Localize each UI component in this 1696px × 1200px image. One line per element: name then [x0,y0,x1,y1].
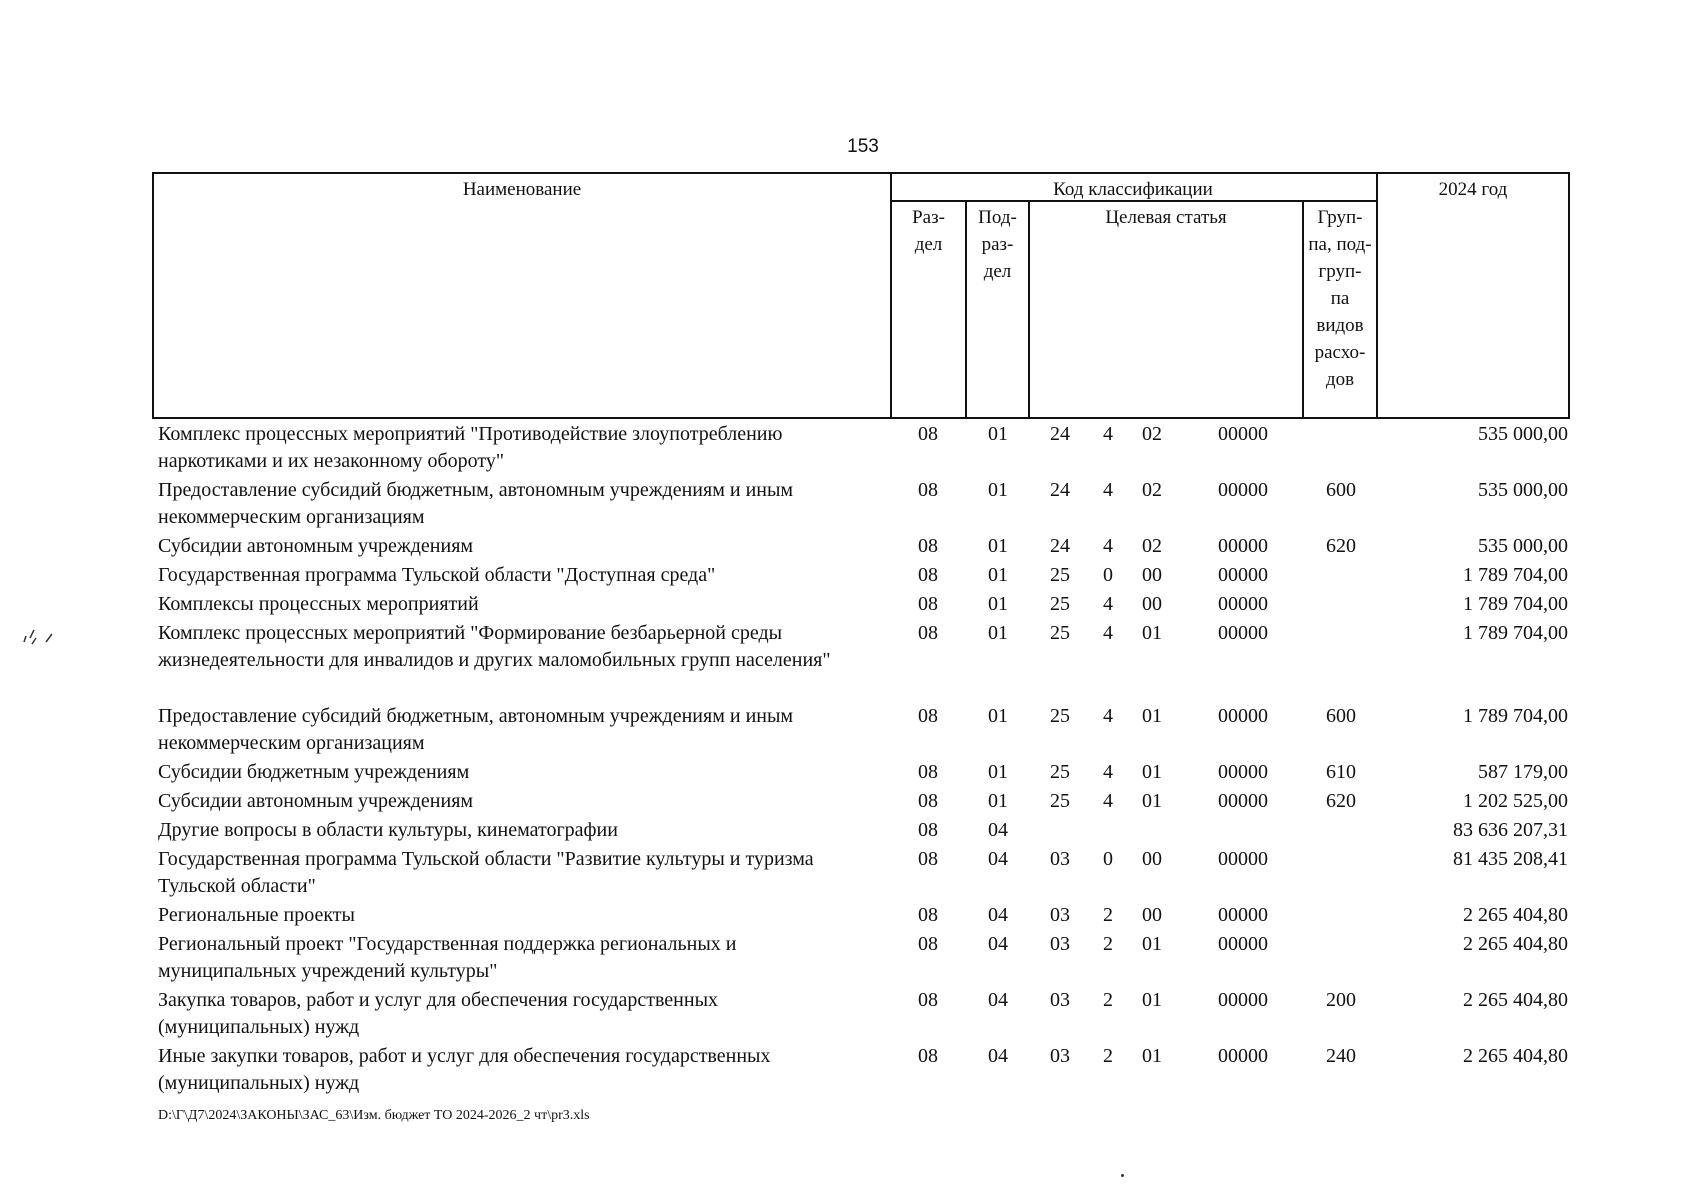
cell-t1: 25 [1050,705,1070,727]
cell-pr: 01 [988,564,1008,586]
table-row [0,618,1696,701]
row-name [158,1041,898,1097]
row-name-line: Закупка товаров, работ и услуг для обеспечения государственных [158,989,719,1011]
header-subsection-line: дел [983,261,1012,282]
row-name-line: Субсидии автономным учреждениям [158,535,474,557]
cell-t1: 03 [1050,1045,1070,1067]
cell-t4: 00000 [1218,904,1268,926]
cell-sum: 587 179,00 [1478,761,1568,783]
table-row [0,419,1696,475]
cell-t4: 00000 [1218,593,1268,615]
cell-t2: 4 [1103,593,1113,615]
row-name [158,757,898,786]
row-name-line: жизнедеятельности для инвалидов и других маломобильных групп населения" [158,649,831,671]
cell-t4: 00000 [1218,535,1268,557]
cell-pr: 01 [988,593,1008,615]
cell-t3: 01 [1142,705,1162,727]
cell-t4: 00000 [1218,564,1268,586]
cell-t2: 4 [1103,535,1113,557]
cell-rz: 08 [918,593,938,615]
cell-t3: 01 [1142,622,1162,644]
row-name-line: Региональные проекты [158,904,355,926]
table-body [0,419,1696,1097]
table-row [0,475,1696,531]
cell-rz: 08 [918,564,938,586]
cell-t1: 25 [1050,790,1070,812]
cell-sum: 1 789 704,00 [1463,593,1568,615]
cell-t3: 00 [1142,564,1162,586]
cell-rz: 08 [918,989,938,1011]
header-group-line: па, под- [1308,234,1372,255]
row-name-line: Предоставление субсидий бюджетным, автономным учреждениям и иным [158,705,794,727]
cell-pr: 01 [988,790,1008,812]
cell-rz: 08 [918,761,938,783]
cell-t3: 00 [1142,848,1162,870]
table-row [0,757,1696,786]
header-section-line: Раз- [912,207,945,228]
cell-pr: 01 [988,705,1008,727]
scribble-mark [22,628,62,652]
row-name-line: Государственная программа Тульской области "Развитие культуры и туризма [158,848,814,870]
row-name [158,900,898,929]
header-group-line: расхо- [1314,342,1366,363]
table-row [0,701,1696,757]
cell-sum: 2 265 404,80 [1463,933,1568,955]
cell-t4: 00000 [1218,761,1268,783]
cell-pr: 04 [988,933,1008,955]
cell-sum: 535 000,00 [1478,423,1568,445]
page-number: 153 [847,136,879,157]
header-section-line: дел [914,234,943,255]
divider [1376,174,1378,417]
cell-t3: 01 [1142,933,1162,955]
cell-sum: 535 000,00 [1478,535,1568,557]
cell-t4: 00000 [1218,989,1268,1011]
cell-sum: 1 789 704,00 [1463,705,1568,727]
cell-sum: 1 789 704,00 [1463,564,1568,586]
cell-t4: 00000 [1218,933,1268,955]
cell-t2: 4 [1103,622,1113,644]
row-name [158,786,898,815]
row-name-line: Региональный проект "Государственная поддержка региональных и [158,933,737,955]
cell-sum: 2 265 404,80 [1463,1045,1568,1067]
cell-t1: 03 [1050,989,1070,1011]
cell-t3: 02 [1142,423,1162,445]
cell-vr: 600 [1326,705,1356,727]
row-name-line: Тульской области" [158,875,316,897]
cell-rz: 08 [918,705,938,727]
row-name-line: некоммерческим организациям [158,732,425,754]
table-row [0,985,1696,1041]
header-group-line: Груп- [1317,207,1363,228]
cell-sum: 83 636 207,31 [1453,819,1568,841]
row-name-line: муниципальных учреждений культуры" [158,960,498,982]
header-classification: Код классификации [1053,179,1213,200]
row-name [158,815,898,844]
cell-vr: 620 [1326,535,1356,557]
table-row [0,531,1696,560]
cell-t2: 2 [1103,989,1113,1011]
cell-rz: 08 [918,790,938,812]
cell-t2: 2 [1103,904,1113,926]
cell-t3: 00 [1142,904,1162,926]
cell-t2: 4 [1103,761,1113,783]
table-row [0,900,1696,929]
cell-t1: 25 [1050,564,1070,586]
header-group-line: па [1330,288,1350,309]
cell-t4: 00000 [1218,705,1268,727]
row-name-line: Государственная программа Тульской области "Доступная среда" [158,564,716,586]
cell-pr: 01 [988,535,1008,557]
cell-t1: 03 [1050,933,1070,955]
cell-sum: 1 202 525,00 [1463,790,1568,812]
row-name-line: (муниципальных) нужд [158,1072,360,1094]
cell-sum: 2 265 404,80 [1463,989,1568,1011]
row-name [158,589,898,618]
cell-t2: 0 [1103,564,1113,586]
row-name-line: Предоставление субсидий бюджетным, автономным учреждениям и иным [158,479,794,501]
header-year: 2024 год [1438,179,1508,200]
cell-t4: 00000 [1218,1045,1268,1067]
stray-dot [1121,1174,1124,1177]
cell-t2: 2 [1103,1045,1113,1067]
cell-rz: 08 [918,848,938,870]
header-group-line: груп- [1318,261,1362,282]
cell-t1: 25 [1050,761,1070,783]
row-name [158,419,898,475]
cell-t2: 2 [1103,933,1113,955]
cell-t1: 24 [1050,423,1070,445]
cell-t1: 03 [1050,848,1070,870]
table-row [0,929,1696,985]
cell-t4: 00000 [1218,848,1268,870]
cell-t4: 00000 [1218,423,1268,445]
table-row [0,815,1696,844]
row-name [158,560,898,589]
cell-rz: 08 [918,479,938,501]
row-name-line [158,674,898,701]
cell-t4: 00000 [1218,479,1268,501]
cell-t1: 24 [1050,535,1070,557]
cell-pr: 01 [988,479,1008,501]
cell-t3: 02 [1142,479,1162,501]
cell-pr: 01 [988,622,1008,644]
cell-pr: 04 [988,904,1008,926]
table-header [152,172,1570,419]
header-subsection [967,204,1028,285]
cell-sum: 1 789 704,00 [1463,622,1568,644]
table-row [0,844,1696,900]
cell-pr: 04 [988,819,1008,841]
cell-t2: 4 [1103,705,1113,727]
cell-t3: 01 [1142,761,1162,783]
header-subsection-line: Под- [978,207,1017,228]
cell-t4: 00000 [1218,622,1268,644]
cell-t3: 02 [1142,535,1162,557]
row-name-line: наркотиками и их незаконному обороту" [158,450,505,472]
header-group-line: дов [1325,369,1355,390]
cell-rz: 08 [918,933,938,955]
cell-t2: 4 [1103,479,1113,501]
cell-t1: 03 [1050,904,1070,926]
row-name-line: Иные закупки товаров, работ и услуг для обеспечения государственных [158,1045,771,1067]
cell-rz: 08 [918,535,938,557]
table-row [0,589,1696,618]
cell-rz: 08 [918,1045,938,1067]
cell-sum: 81 435 208,41 [1453,848,1568,870]
header-section [892,204,965,258]
header-name: Наименование [462,179,582,200]
row-name-line: Комплекс процессных мероприятий "Противодействие злоупотреблению [158,423,783,445]
cell-t2: 4 [1103,423,1113,445]
cell-t2: 0 [1103,848,1113,870]
cell-t3: 01 [1142,1045,1162,1067]
cell-t3: 00 [1142,593,1162,615]
row-name [158,618,898,701]
cell-t1: 25 [1050,622,1070,644]
file-path: D:\Г\Д7\2024\ЗАКОНЫ\ЗАС_63\Изм. бюджет ТО 2024-2026_2 чт\pr3.xls [158,1108,590,1123]
cell-rz: 08 [918,622,938,644]
cell-t1: 24 [1050,479,1070,501]
row-name [158,701,898,757]
cell-pr: 01 [988,423,1008,445]
row-name [158,475,898,531]
cell-sum: 535 000,00 [1478,479,1568,501]
row-name-line: Комплексы процессных мероприятий [158,593,479,615]
cell-pr: 04 [988,1045,1008,1067]
cell-t2: 4 [1103,790,1113,812]
cell-rz: 08 [918,819,938,841]
cell-t3: 01 [1142,790,1162,812]
row-name [158,985,898,1041]
cell-vr: 200 [1326,989,1356,1011]
row-name-line: Комплекс процессных мероприятий "Формирование безбарьерной среды [158,622,783,644]
cell-t1: 25 [1050,593,1070,615]
cell-rz: 08 [918,423,938,445]
row-name [158,844,898,900]
row-name-line: некоммерческим организациям [158,506,425,528]
cell-t3: 01 [1142,989,1162,1011]
header-group [1304,204,1376,393]
cell-pr: 04 [988,989,1008,1011]
row-name-line: (муниципальных) нужд [158,1016,360,1038]
cell-vr: 620 [1326,790,1356,812]
cell-pr: 01 [988,761,1008,783]
cell-pr: 04 [988,848,1008,870]
table-row [0,560,1696,589]
header-subsection-line: раз- [981,234,1014,255]
cell-vr: 600 [1326,479,1356,501]
divider [1028,200,1030,417]
cell-rz: 08 [918,904,938,926]
table-row [0,786,1696,815]
row-name-line: Субсидии автономным учреждениям [158,790,474,812]
table-row [0,1041,1696,1097]
row-name-line: Субсидии бюджетным учреждениям [158,761,470,783]
cell-vr: 240 [1326,1045,1356,1067]
row-name [158,531,898,560]
header-target: Целевая статья [1105,207,1227,228]
cell-vr: 610 [1326,761,1356,783]
row-name [158,929,898,985]
row-name-line: Другие вопросы в области культуры, кинематографии [158,819,618,841]
header-group-line: видов [1316,315,1364,336]
cell-sum: 2 265 404,80 [1463,904,1568,926]
cell-t4: 00000 [1218,790,1268,812]
